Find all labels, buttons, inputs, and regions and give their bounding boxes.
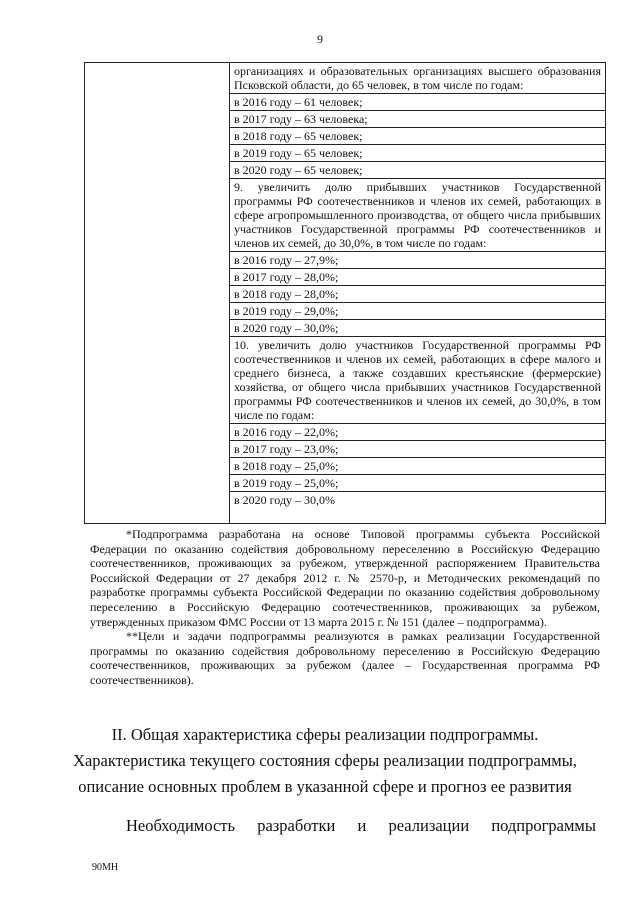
table-cell: в 2018 году – 28,0%; <box>230 286 605 303</box>
body-paragraph-start <box>126 816 596 836</box>
table-cell: в 2020 году – 65 человек; <box>230 162 605 179</box>
table-cell: в 2019 году – 65 человек; <box>230 145 605 162</box>
table-cell: в 2017 году – 63 человека; <box>230 111 605 128</box>
table-cell: в 2016 году – 27,9%; <box>230 252 605 269</box>
footer-code: 90МН <box>92 862 119 873</box>
section-heading <box>60 722 590 800</box>
footnote-2: **Цели и задачи подпрограммы реализуются в рамках реализации Государственной программы по оказанию содействия добровольному переселению в Российскую Федерацию соотечественников, проживающих за рубежом (далее – Государственная программа РФ соотечественников). <box>90 629 600 687</box>
table-cell: в 2018 году – 25,0%; <box>230 458 605 475</box>
table-cell: в 2019 году – 29,0%; <box>230 303 605 320</box>
body-word: разработки <box>257 816 336 835</box>
indicators-table <box>84 62 606 524</box>
footnote-1: *Подпрограмма разработана на основе Типовой программы субъекта Российской Федерации по оказанию содействия добровольному переселению в Российскую Федерацию соотечественников, проживающих за рубежом, утвержденной распоряжением Правительства Российской Федерации от 27 декабря 2012 г. № 2570-р, и Методических рекомендаций по разработке программы субъекта Российской Федерации по оказанию содействия добровольному переселению в Российскую Федерацию соотечественников, проживающих за рубежом, утвержденных приказом ФМС России от 13 марта 2015 г. № 151 (далее – подпрограмма). <box>90 527 600 629</box>
table-cell: в 2016 году – 22,0%; <box>230 424 605 441</box>
body-word: реализации <box>388 816 470 835</box>
body-word: Необходимость <box>126 816 236 835</box>
footnotes <box>90 527 600 688</box>
table-cell: 9. увеличить долю прибывших участников Государственной программы РФ соотечественников и членов их семей, работающих в сфере агропромышленного производства, от общего числа прибывших участников Государственной программы РФ соотечественников и членов их семей, до 30,0%, в том числе по годам: <box>230 179 605 252</box>
table-cell: 10. увеличить долю участников Государственной программы РФ соотечественников и членов их семей, работающих в сфере малого и среднего бизнеса, а также создавших крестьянские (фермерские) хозяйства, от общего числа прибывших участников Государственной программы РФ соотечественников и членов их семей, до 30,0%, в том числе по годам: <box>230 337 605 424</box>
table-cell: в 2020 году – 30,0%; <box>230 320 605 337</box>
table-right-column <box>230 63 605 508</box>
body-word: и <box>357 816 367 835</box>
table-cell: в 2020 году – 30,0% <box>234 493 336 507</box>
section-heading-line: II. Общая характеристика сферы реализации подпрограммы. <box>111 725 539 744</box>
body-word: подпрограммы <box>491 816 596 835</box>
table-cell: в 2018 году – 65 человек; <box>230 128 605 145</box>
section-heading-line: Характеристика текущего состояния сферы реализации подпрограммы, <box>73 751 577 770</box>
section-heading-line: описание основных проблем в указанной сфере и прогноз ее развития <box>78 777 572 796</box>
table-cell: в 2019 году – 25,0%; <box>230 475 605 492</box>
table-cell: в 2016 году – 61 человек; <box>230 94 605 111</box>
table-cell: в 2017 году – 28,0%; <box>230 269 605 286</box>
table-cell: организациях и образовательных организациях высшего образования Псковской области, до 65 человек, в том числе по годам: <box>230 63 605 94</box>
page-number: 9 <box>317 32 323 46</box>
table-cell: в 2017 году – 23,0%; <box>230 441 605 458</box>
